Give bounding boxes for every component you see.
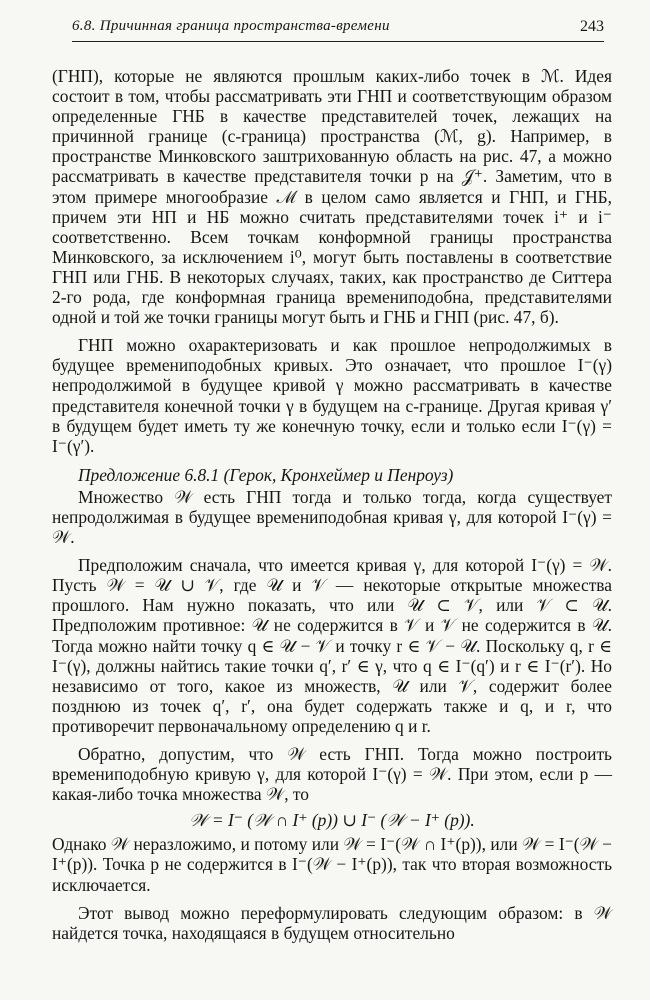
page-body	[52, 66, 612, 943]
paragraph-proof-3: Однако 𝒲 неразложимо, и потому или 𝒲 = I⁻(𝒲 ∩ I⁺(p)), или 𝒲 = I⁻(𝒲 − I⁺(p)). Точка p не содержится в I⁻(𝒲 − I⁺(p)), так что вторая возможность исключается.	[52, 834, 612, 895]
paragraph-1: (ГНП), которые не являются прошлым каких-либо точек в ℳ. Идея состоит в том, чтобы рассматривать эти ГНП и соответствующим образом определенные ГНБ в качестве представителей точек, лежащих на причинной границе (c-граница) пространства (ℳ, g). Например, в пространстве Минковского заштрихованную область на рис. 47, а можно рассматривать в качестве представителя точки p на 𝒥⁺. Заметим, что в этом примере многообразие ℳ в целом само является и ГНП, и ГНБ, причем эти НП и НБ можно считать представителями точек i⁺ и i⁻ соответственно. Всем точкам конформной границы пространства Минковского, за исключением i⁰, могут быть поставлены в соответствие ГНП или ГНБ. В некоторых случаях, таких, как пространство де Ситтера 2-го рода, где конформная граница времениподобна, представителями одной и той же точки границы могут быть и ГНБ и ГНП (рис. 47, б).	[52, 66, 612, 328]
paragraph-proof-1: Предположим сначала, что имеется кривая γ, для которой I⁻(γ) = 𝒲. Пусть 𝒲 = 𝒰 ∪ 𝒱, где 𝒰 и 𝒱 — некоторые открытые множества прошлого. Нам нужно показать, что или 𝒰 ⊂ 𝒱, или 𝒱 ⊂ 𝒰. Предположим противное: 𝒰 не содержится в 𝒱 и 𝒱 не содержится в 𝒰. Тогда можно найти точку q ∈ 𝒰 − 𝒱 и точку r ∈ 𝒱 − 𝒰. Поскольку q, r ∈ I⁻(γ), должны найтись такие точки q′, r′ ∈ γ, что q ∈ I⁻(q′) и r ∈ I⁻(r′). Но независимо от того, какое из множеств, 𝒰 или 𝒱, содержит более позднюю из точек q′, r′, она будет содержать также и q, и r, что противоречит первоначальному определению q и r.	[52, 555, 612, 736]
paragraph-proof-2: Обратно, допустим, что 𝒲 есть ГНП. Тогда можно построить времениподобную кривую γ, для которой I⁻(γ) = 𝒲. При этом, если p — какая-либо точка множества 𝒲, то	[52, 744, 612, 805]
display-formula: 𝒲 = I⁻ (𝒲 ∩ I⁺ (p)) ∪ I⁻ (𝒲 − I⁺ (p)).	[189, 810, 475, 831]
running-header	[72, 14, 604, 40]
paragraph-2: ГНП можно охарактеризовать и как прошлое непродолжимых в будущее времениподобных кривых. Это означает, что прошлое I⁻(γ) непродолжимой в будущее кривой γ можно рассматривать в качестве представителя конечной точки γ в будущем на c-границе. Другая кривая γ′ в будущем будет иметь ту же конечную точку, если и только если I⁻(γ) = I⁻(γ′).	[52, 335, 612, 456]
proposition-statement: Множество 𝒲 есть ГНП тогда и только тогда, когда существует непродолжимая в будущее времениподобная кривая γ, для которой I⁻(γ) = 𝒲.	[52, 486, 612, 548]
header-rule	[72, 41, 604, 42]
proposition-title: Предложение 6.8.1 (Герок, Кронхеймер и Пенроуз)	[78, 464, 454, 485]
page-number: 243	[580, 18, 604, 35]
section-title: 6.8. Причинная граница пространства-времени	[72, 18, 390, 34]
paragraph-4: Этот вывод можно переформулировать следующим образом: в 𝒲 найдется точка, находящаяся в будущем относительно	[52, 902, 612, 943]
